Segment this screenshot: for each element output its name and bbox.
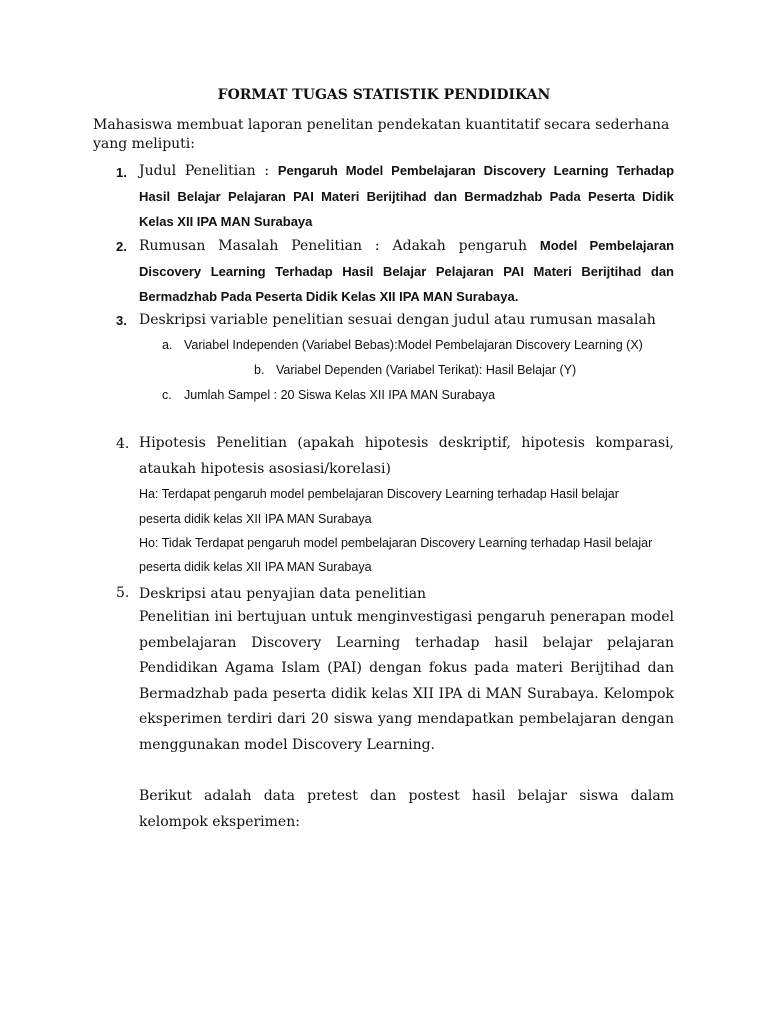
item-2-text xyxy=(139,233,674,310)
item-2-content: Model Pembelajaran Discovery Learning Terhadap Hasil Belajar Pelajaran PAI Materi Berijtihad dan Bermadzhab Pada Peserta Didik Kelas XII IPA MAN Surabaya. xyxy=(139,238,675,304)
item-1-label: Judul Penelitian : xyxy=(139,163,278,179)
item-5-paragraph-1: Penelitian ini bertujuan untuk menginvestigasi pengaruh penerapan model pembelajaran Discovery Learning terhadap hasil belajar pelajaran Pendidikan Agama Islam (PAI) dengan fokus pada materi Berijtihad dan Bermadzhab pada peserta didik kelas XII IPA di MAN Surabaya. Kelompok eksperimen terdiri dari 20 siswa yang mendapatkan pembelajaran dengan menggunakan model Discovery Learning. xyxy=(139,609,674,753)
hypothesis-ha-line-1: Ha: Terdapat pengaruh model pembelajaran Discovery Learning terhadap Hasil belajar xyxy=(139,487,619,501)
hypothesis-ho-line-2: peserta didik kelas XII IPA MAN Surabaya xyxy=(139,560,372,574)
intro-text: Mahasiswa membuat laporan penelitan pendekatan kuantitatif secara sederhana yang meliputi: xyxy=(93,117,670,152)
item-1-content: Pengaruh Model Pembelajaran Discovery Learning Terhadap Hasil Belajar Pelajaran PAI Materi Berijtihad dan Bermadzhab Pada Peserta Didik Kelas XII IPA MAN Surabaya xyxy=(139,163,675,229)
item-4-text: Hipotesis Penelitian (apakah hipotesis deskriptif, hipotesis komparasi, ataukah hipotesis asosiasi/korelasi) xyxy=(139,435,674,477)
subitem-b-letter: b. xyxy=(254,363,265,377)
item-2-label: Rumusan Masalah Penelitian : Adakah pengaruh xyxy=(139,238,540,254)
subitem-c-text: Jumlah Sampel : 20 Siswa Kelas XII IPA MAN Surabaya xyxy=(184,388,496,402)
item-3-text: Deskripsi variable penelitian sesuai dengan judul atau rumusan masalah xyxy=(139,312,656,328)
subitem-c xyxy=(162,387,495,403)
item-2-number: 2. xyxy=(116,239,127,254)
item-3-number: 3. xyxy=(116,313,127,328)
hypothesis-ho-line-1: Ho: Tidak Terdapat pengaruh model pembelajaran Discovery Learning terhadap Hasil belajar xyxy=(139,536,653,550)
item-1-number: 1. xyxy=(116,165,127,180)
item-5-number: 5. xyxy=(116,585,130,601)
hypothesis-ha-line-2: peserta didik kelas XII IPA MAN Surabaya xyxy=(139,512,372,526)
subitem-b-text: Variabel Dependen (Variabel Terikat): Hasil Belajar (Y) xyxy=(276,363,577,377)
subitem-c-letter: c. xyxy=(162,388,172,402)
subitem-a-text: Variabel Independen (Variabel Bebas):Model Pembelajaran Discovery Learning (X) xyxy=(184,338,643,352)
subitem-b xyxy=(254,362,576,378)
subitem-a xyxy=(162,337,643,353)
item-1-text xyxy=(139,158,674,235)
item-5-text: Deskripsi atau penyajian data penelitian xyxy=(139,586,427,602)
item-4-number: 4. xyxy=(116,436,130,452)
item-5-paragraph-2: Berikut adalah data pretest dan postest hasil belajar siswa dalam kelompok eksperimen: xyxy=(139,788,674,830)
subitem-a-letter: a. xyxy=(162,338,173,352)
document-title: FORMAT TUGAS STATISTIK PENDIDIKAN xyxy=(217,87,551,103)
